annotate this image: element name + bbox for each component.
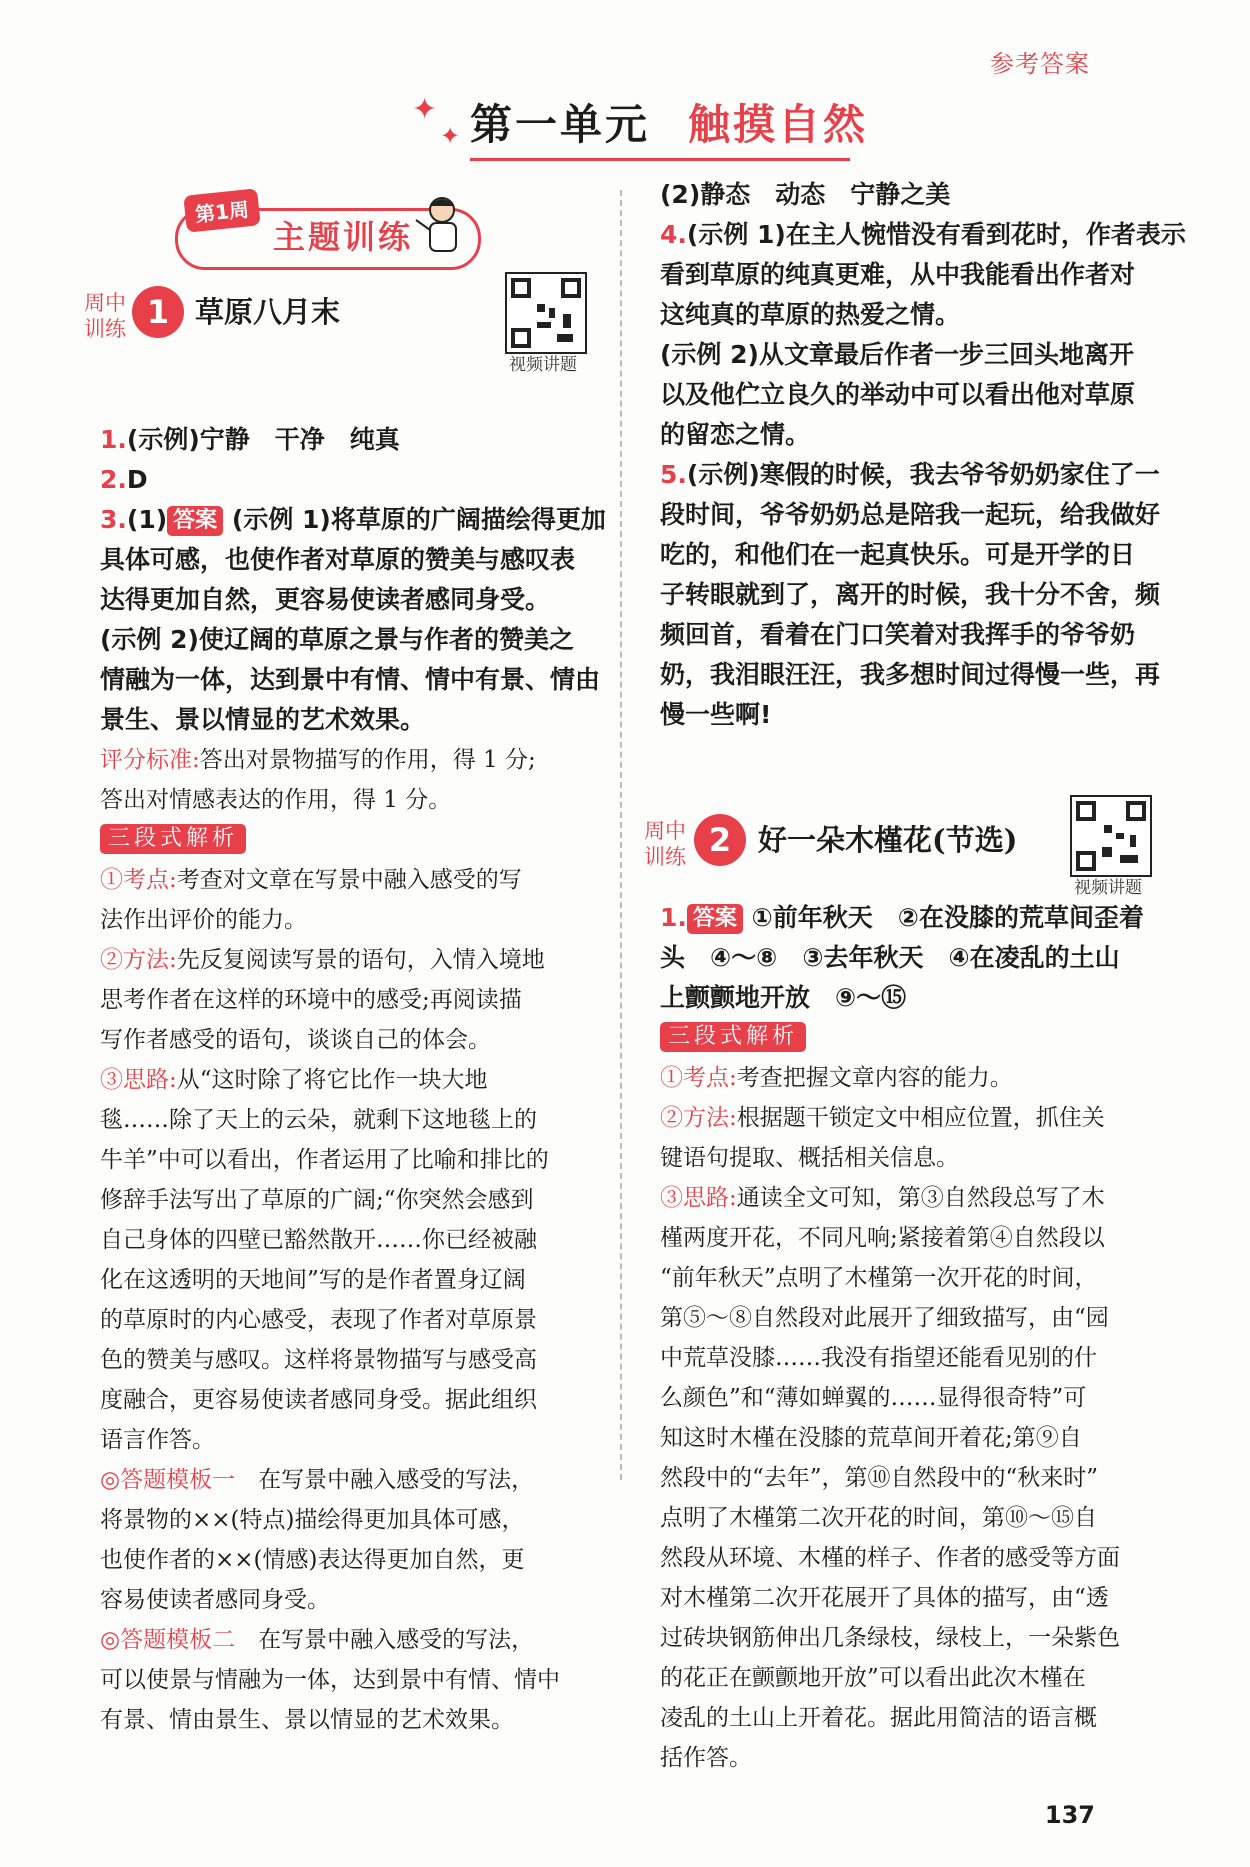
silu-text: 知这时木槿在没膝的荒草间开着花;第⑨自: [660, 1425, 1082, 1451]
silu-text: 过砖块钢筋伸出几条绿枝，绿枝上，一朵紫色: [660, 1625, 1120, 1651]
silu-text: 通读全文可知，第③自然段总写了木: [736, 1185, 1105, 1211]
q-number: 1.: [100, 425, 127, 454]
answer-line: 上颤颤地开放 ⑨～⑮: [660, 983, 907, 1012]
lesson2-number: 2: [694, 814, 746, 866]
silu-text: 度融合，更容易使读者感同身受。据此组织: [100, 1387, 537, 1413]
analysis-tag: 三段式解析: [660, 1022, 806, 1052]
fangfa: [100, 940, 600, 980]
criteria-text: 答出对情感表达的作用，得 1 分。: [100, 787, 452, 813]
answer-line: 情融为一体，达到景中有情、情中有景、情由: [100, 665, 601, 694]
q-number: 3.: [100, 505, 127, 534]
kaodian-text: 法作出评价的能力。: [100, 907, 307, 933]
template-text: 有景、情由景生、景以情显的艺术效果。: [100, 1707, 514, 1733]
lesson2-side-bottom: 训练: [644, 845, 686, 869]
silu-text: “前年秋天”点明了木槿第一次开花的时间，: [660, 1265, 1098, 1291]
qr-code-icon[interactable]: [1070, 795, 1152, 877]
lesson1-side-label: [84, 290, 126, 342]
answer-3-2: (2)静态 动态 宁静之美: [660, 180, 951, 209]
answer-text: (示例 1)将草原的广阔描绘得更加: [231, 505, 606, 534]
kaodian: [100, 860, 600, 900]
page-number: 137: [1044, 1801, 1095, 1829]
silu-text: 牛羊”中可以看出，作者运用了比喻和排比的: [100, 1147, 549, 1173]
lesson2-title: 好一朵木槿花(节选): [758, 823, 1018, 857]
silu-text: 凌乱的土山上开着花。据此用简洁的语言概: [660, 1705, 1097, 1731]
silu-text: 色的赞美与感叹。这样将景物描写与感受高: [100, 1347, 537, 1373]
kaodian: [660, 1058, 1160, 1098]
silu-text: 中荒草没膝……我没有指望还能看见别的什: [660, 1345, 1097, 1371]
answer-text: (示例)宁静 干净 纯真: [126, 425, 400, 454]
answer-3: [100, 500, 606, 540]
template-text: 在写景中融入感受的写法，: [258, 1467, 535, 1493]
answer-text: (示例)寒假的时候，我去爷爷奶奶家住了一: [686, 460, 1160, 489]
answer-line: 慢一些啊!: [660, 700, 772, 729]
silu-text: 修辞手法写出了草原的广阔;“你突然会感到: [100, 1187, 534, 1213]
answer-5: [660, 455, 1160, 495]
silu-text: 括作答。: [660, 1745, 752, 1771]
answer-tag: 答案: [687, 904, 743, 934]
left-column: [100, 420, 606, 1740]
silu: [660, 1178, 1160, 1218]
answer-line: 头 ④～⑧ ③去年秋天 ④在凌乱的土山: [660, 943, 1120, 972]
silu-text: 然段中的“去年”，第⑩自然段中的“秋来时”: [660, 1465, 1099, 1491]
silu-text: 语言作答。: [100, 1427, 215, 1453]
answer-text: ①前年秋天 ②在没膝的荒草间歪着: [751, 903, 1144, 932]
answer-1: [100, 420, 600, 460]
week-badge: 第1周: [183, 188, 260, 233]
silu-text: 的花正在颤颤地开放”可以看出此次木槿在: [660, 1665, 1086, 1691]
q-number: 4.: [660, 220, 687, 249]
answer-line: 频回首，看着在门口笑着对我挥手的爷爷奶: [660, 620, 1136, 649]
silu-text: 么颜色”和“薄如蝉翼的……显得很奇特”可: [660, 1385, 1087, 1411]
teacher-illustration: [410, 190, 480, 260]
scoring-criteria: [100, 740, 600, 780]
q-number: 2.: [100, 465, 127, 494]
fangfa-text: 键语句提取、概括相关信息。: [660, 1145, 959, 1171]
theme-title: 主题训练: [273, 218, 414, 256]
sparkle-icon: ✦: [412, 92, 438, 127]
unit-number: 第一单元: [470, 100, 651, 149]
kaodian-label: ①考点:: [660, 1065, 737, 1091]
lesson1-side-bottom: 训练: [84, 317, 126, 341]
silu-text: 对木槿第二次开花展开了具体的描写，由“透: [660, 1585, 1109, 1611]
lesson2-side-label: [644, 818, 686, 870]
unit-title: [470, 92, 868, 152]
kaodian-label: ①考点:: [100, 867, 177, 893]
template-2: [100, 1620, 600, 1660]
template-label: ◎答题模板一: [100, 1467, 236, 1493]
silu-text: 然段从环境、木槿的样子、作者的感受等方面: [660, 1545, 1120, 1571]
answer-line: 奶，我泪眼汪汪，我多想时间过得慢一些，再: [660, 660, 1161, 689]
answer-2: [100, 460, 600, 500]
answer-text: (示例 1)在主人惋惜没有看到花时，作者表示: [686, 220, 1186, 249]
template-text: 在写景中融入感受的写法，: [258, 1627, 535, 1653]
answer-line: 以及他伫立良久的举动中可以看出他对草原: [660, 380, 1136, 409]
q-number: 5.: [660, 460, 687, 489]
template-text: 容易使读者感同身受。: [100, 1587, 330, 1613]
template-text: 可以使景与情融为一体，达到景中有情、情中: [100, 1667, 560, 1693]
answer-line: 子转眼就到了，离开的时候，我十分不舍，频: [660, 580, 1161, 609]
silu-text: 的草原时的内心感受，表现了作者对草原景: [100, 1307, 537, 1333]
lesson1-side-top: 周中: [84, 291, 126, 315]
analysis-header: [100, 820, 600, 860]
template-label: ◎答题模板二: [100, 1627, 236, 1653]
q-number: 1.: [660, 903, 687, 932]
lesson1-title: 草原八月末: [195, 295, 341, 329]
answer-line: 达得更加自然，更容易使读者感同身受。: [100, 585, 551, 614]
fangfa-text: 根据题干锁定文中相应位置，抓住关: [736, 1105, 1105, 1131]
lesson1-number: 1: [132, 286, 184, 338]
right-column-top: [660, 175, 1186, 735]
qr-caption: 视频讲题: [1074, 878, 1142, 898]
right-column-bottom: [660, 898, 1160, 1778]
answer-line: 这纯真的草原的热爱之情。: [660, 300, 961, 329]
silu-label: ③思路:: [100, 1067, 177, 1093]
answer-line: 具体可感，也使作者对草原的赞美与感叹表: [100, 545, 576, 574]
answer-line: (示例 2)从文章最后作者一步三回头地离开: [660, 340, 1134, 369]
answer-text: D: [126, 465, 148, 494]
silu-text: 点明了木槿第二次开花的时间，第⑩～⑮自: [660, 1505, 1097, 1531]
silu-text: 槿两度开花，不同凡响;紧接着第④自然段以: [660, 1225, 1105, 1251]
sub-number: (1): [126, 505, 168, 534]
fangfa-text: 思考作者在这样的环境中的感受;再阅读描: [100, 987, 522, 1013]
silu-text: 从“这时除了将它比作一块大地: [176, 1067, 488, 1093]
template-text: 将景物的××(特点)描绘得更加具体可感，: [100, 1507, 525, 1533]
lesson2-answer-1: [660, 898, 1160, 938]
criteria-label: 评分标准:: [100, 747, 200, 773]
silu-text: 化在这透明的天地间”写的是作者置身辽阔: [100, 1267, 526, 1293]
silu-text: 自己身体的四壁已豁然散开……你已经被融: [100, 1227, 537, 1253]
fangfa-label: ②方法:: [100, 947, 177, 973]
silu-label: ③思路:: [660, 1185, 737, 1211]
fangfa-label: ②方法:: [660, 1105, 737, 1131]
lesson2-side-top: 周中: [644, 819, 686, 843]
template-1: [100, 1460, 600, 1500]
answer-line: 看到草原的纯真更难，从中我能看出作者对: [660, 260, 1136, 289]
column-divider: [620, 190, 622, 1480]
answer-line: 景生、景以情显的艺术效果。: [100, 705, 426, 734]
analysis-header: [660, 1018, 1160, 1058]
silu: [100, 1060, 600, 1100]
answer-line: (示例 2)使辽阔的草原之景与作者的赞美之: [100, 625, 574, 654]
analysis-tag: 三段式解析: [100, 824, 246, 854]
unit-theme: 触摸自然: [688, 100, 869, 149]
fangfa: [660, 1098, 1160, 1138]
fangfa-text: 先反复阅读写景的语句，入情入境地: [176, 947, 545, 973]
sparkle-icon: ✦: [440, 122, 461, 150]
answer-line: 段时间，爷爷奶奶总是陪我一起玩，给我做好: [660, 500, 1161, 529]
answer-tag: 答案: [167, 506, 223, 536]
answer-line: 的留恋之情。: [660, 420, 811, 449]
qr-code-icon[interactable]: [505, 272, 587, 354]
fangfa-text: 写作者感受的语句，谈谈自己的体会。: [100, 1027, 491, 1053]
kaodian-text: 考查对文章在写景中融入感受的写: [176, 867, 522, 893]
answer-4: [660, 215, 1186, 255]
answer-line: 吃的，和他们在一起真快乐。可是开学的日: [660, 540, 1136, 569]
template-text: 也使作者的××(情感)表达得更加自然，更: [100, 1547, 525, 1573]
silu-text: 第⑤～⑧自然段对此展开了细致描写，由“园: [660, 1305, 1109, 1331]
section-label: 参考答案: [990, 50, 1090, 78]
criteria-text: 答出对景物描写的作用，得 1 分;: [199, 747, 536, 773]
qr-caption: 视频讲题: [509, 355, 577, 375]
kaodian-text: 考查把握文章内容的能力。: [736, 1065, 1013, 1091]
silu-text: 毯……除了天上的云朵，就剩下这地毯上的: [100, 1107, 537, 1133]
unit-underline: [470, 158, 850, 161]
